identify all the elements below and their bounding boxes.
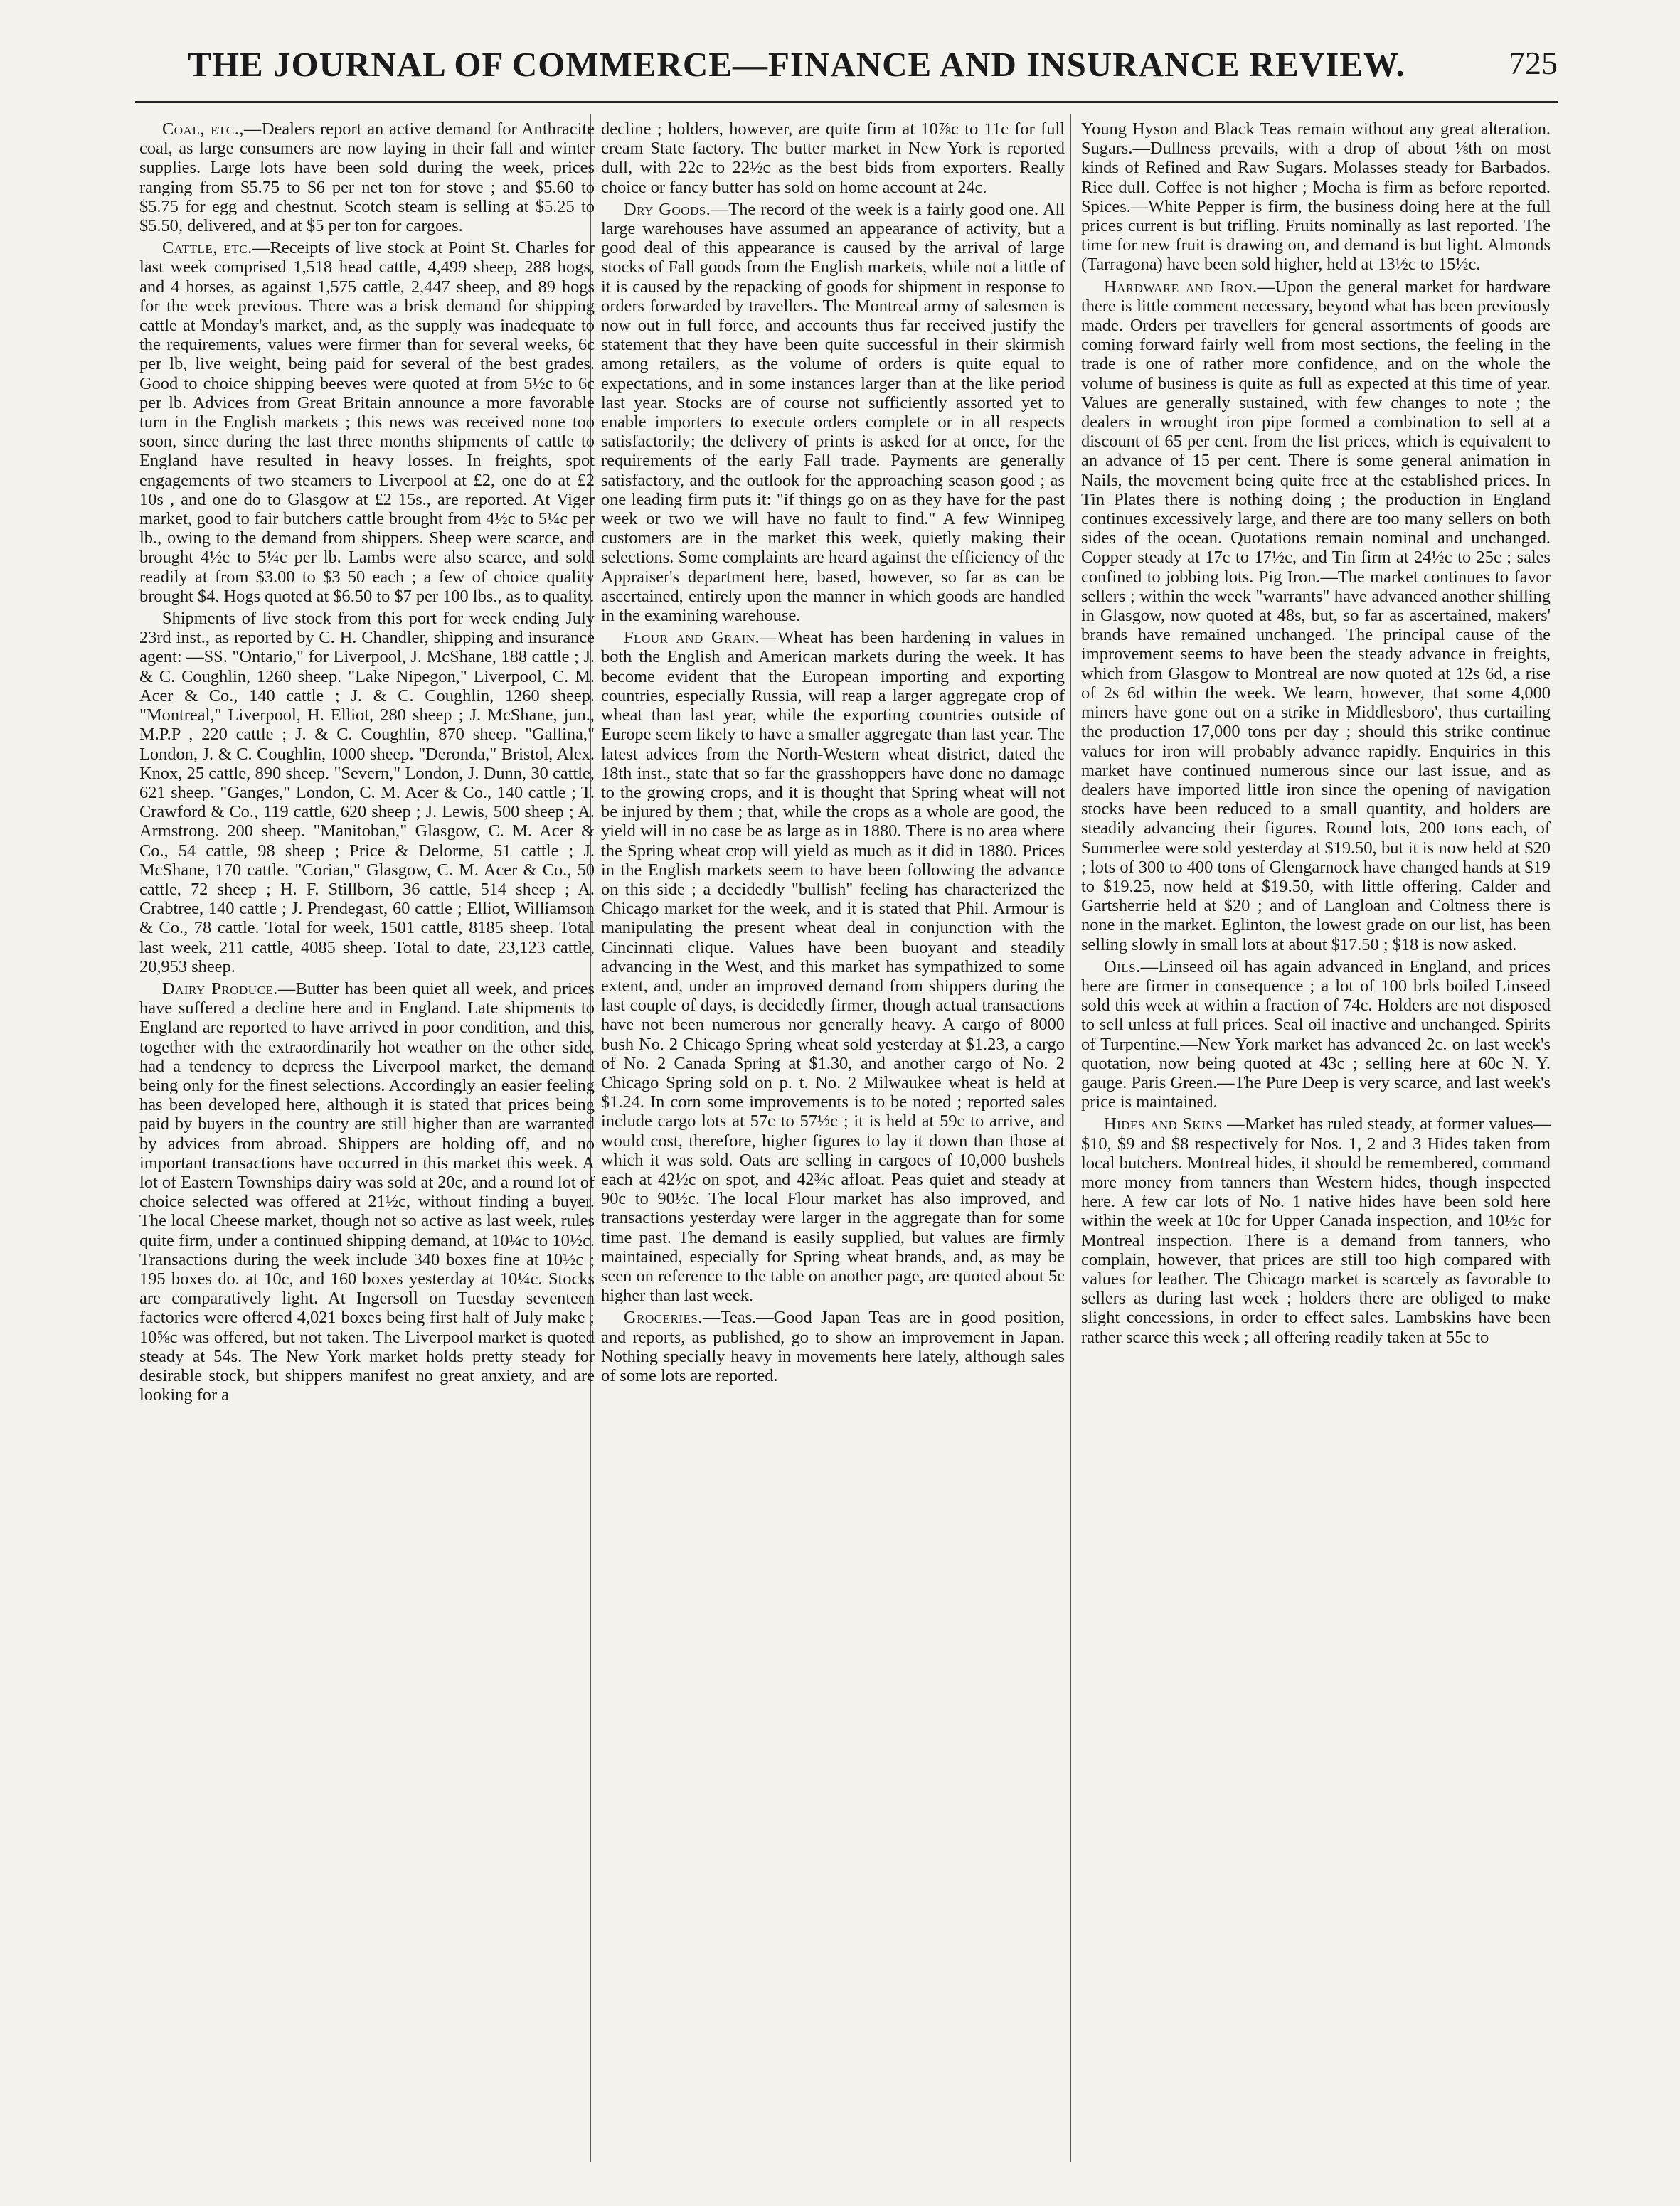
- article-paragraph: [1081, 119, 1551, 275]
- masthead: [135, 36, 1558, 100]
- column-rule: [1070, 114, 1071, 2162]
- article-paragraph: [139, 979, 595, 1405]
- paragraph-text: The record of the week is a fairly good one. All large warehouses have assumed an appearance of activity, but a good deal of this appearance is caused by the arrival of large stocks of Fall goods from the English markets, while not a little of it is caused by the repacking of goods for shipment in response to orders forwarded by travellers. The Montreal army of salesmen is now out in full force, and accounts thus far received justify the statement that they have been quite successful in their skirmish among retailers, as the volume of orders is quite equal to expectations, and in some instances larger than at the like period last year. Stocks are of course not sufficiently assorted yet to enable importers to execute orders complete or in all respects satisfactorily; the delivery of prints is asked for at once, for the requirements of the early Fall trade. Payments are generally satisfactory, and the outlook for the approaching season good ; as one leading firm puts it: "if things go on as they have for the past week or two we will have no fault to find." A few Winnipeg customers are in the market this week, quietly making their selections. Some complaints are heard against the efficiency of the Appraiser's department here, based, however, so far as can be ascertained, entirely upon the manner in which goods are handled in the examining warehouse.: [601, 199, 1065, 626]
- section-head: Cattle, etc.—: [162, 238, 270, 258]
- article-paragraph: [601, 119, 1065, 197]
- paragraph-text: decline ; holders, however, are quite firm at 10⅞c to 11c for full cream State factory. The butter market in New York is reported dull, with 22c to 22½c as the best bids from exporters. Really choice or fancy butter has sold on home account at 24c.: [601, 119, 1065, 197]
- section-head: Hardware and Iron.—: [1104, 277, 1275, 297]
- column-2: [601, 119, 1065, 1388]
- paragraph-text: Linseed oil has again advanced in England, and prices here are firmer in consequence ; a lot of 100 brls boiled Linseed sold this week at within a fraction of 74c. Holders are not disposed to sell unless at full prices. Seal oil inactive and unchanged. Spirits of Turpentine.—New York market has advanced 2c. on last week's quotation, now being quoted at 43c ; selling here at 60c N. Y. gauge. Paris Green.—The Pure Deep is very scarce, and last week's price is maintained.: [1081, 957, 1551, 1112]
- paragraph-text: Upon the general market for hardware there is little comment necessary, beyond what has been previously made. Orders per travellers for general assortments of goods are coming forward fairly well from most sections, the feeling in the trade is one of rather more confidence, and on the whole the volume of business is quite as full as expected at this time of year. Values are generally sustained, with few changes to note ; the dealers in wrought iron pipe formed a combination to sell at a discount of 65 per cent. from the list prices, which is equivalent to an advance of 15 per cent. There is some general animation in Nails, the movement being quite free at the established prices. In Tin Plates there is nothing doing ; the production in England continues excessively large, and there are too many sellers on both sides of the ocean. Quotations remain nominal and unchanged. Copper steady at 17c to 17½c, and Tin firm at 24½c to 25c ; sales confined to jobbing lots. Pig Iron.—The market continues to favor sellers ; within the week "warrants" have advanced another shilling in Glasgow, now quoted at 48s, but, so far as ascertained, makers' brands have remained unchanged. The principal cause of the improvement seems to have been the steady advance in freights, which from Glasgow to Montreal are now quoted at 12s 6d, a rise of 2s 6d within the week. We learn, however, that some 4,000 miners have gone out on a strike in Middlesboro', thus curtailing the production 17,000 tons per day ; should this strike continue values for iron will probably advance rapidly. Enquiries in this market have continued numerous since our last issue, and as dealers have imported little iron since the opening of navigation stocks have been reduced to a small quantity, and holders are steadily advancing their figures. Round lots, 200 tons each, of Summerlee were sold yesterday at $19.50, but it is now held at $20 ; lots of 300 to 400 tons of Glengarnock have changed hands at $19 to $19.25, now held at $19.50, with little offering. Calder and Gartsherrie held at $20 ; and of Langloan and Coltness there is none in the market. Eglinton, the lowest grade on our list, has been selling slowly in small lots at about $17.50 ; $18 is now asked.: [1081, 277, 1551, 954]
- article-paragraph: [1081, 1114, 1551, 1346]
- paragraph-text: Wheat has been hardening in values in both the English and American markets during the week. It has become evident that the European importing and exporting countries, especially Russia, will reap a larger aggregate crop of wheat than last year, while the exporting countries outside of Europe seem likely to have a smaller aggregate than last year. The latest advices from the North-Western wheat district, dated the 18th inst., state that so far the grasshoppers have done no damage to the growing crops, and it is thought that Spring wheat will not be injured by them ; that, while the crops as a whole are good, the yield will in no case be as large as in 1880. There is no area where the Spring wheat crop will yield as much as it did in 1880. Prices in the English markets seem to have been following the advance on this side ; a decidedly "bullish" feeling has characterized the Chicago market for the week, and it is stated that Phil. Armour is manipulating the present wheat deal in conjunction with the Cincinnati clique. Values have been buoyant and steadily advancing in the West, and this market has sympathized to some extent, and, under an improved demand from shippers during the last couple of days, is decidedly firmer, though actual transactions have not been numerous nor generally heavy. A cargo of 8000 bush No. 2 Chicago Spring wheat sold yesterday at $1.23, a cargo of No. 2 Canada Spring at $1.30, and another cargo of No. 2 Chicago Spring sold on p. t. No. 2 Milwaukee wheat is held at $1.24. In corn some improvements is to be noted ; reported sales include cargo lots at 57c to 57½c ; it is held at 59c to arrive, and would cost, therefore, higher figures to lay it down than those at which it was sold. Oats are selling in cargoes of 10,000 bushels each at 42½c on spot, and 42¾c afloat. Peas quiet and steady at 90c to 90½c. The local Flour market has also improved, and transactions yesterday were larger in the aggregate than for some time past. The demand is easily supplied, but values are firmly maintained, especially for Spring wheat brands, and, as may be seen on reference to the table on another page, are quoted about 5c higher than last week.: [601, 628, 1065, 1306]
- article-paragraph: [601, 628, 1065, 1305]
- paragraph-text: Teas.—Good Japan Teas are in good position, and reports, as published, go to show an improvement in Japan. Nothing specially heavy in movements here lately, although sales of some lots are reported.: [601, 1308, 1065, 1385]
- column-1: [139, 119, 595, 1407]
- paragraph-text: Shipments of live stock from this port for week ending July 23rd inst., as reported by C. H. Chandler, shipping and insurance agent: —SS. "Ontario," for Liverpool, J. McShane, 188 cattle ; J. & C. Coughlin, 1260 sheep. "Lake Nipegon," Liverpool, C. M. Acer & Co., 140 cattle ; J. & C. Coughlin, 1260 sheep. "Montreal," Liverpool, H. Elliot, 280 sheep ; J. McShane, jun., M.P.P , 220 cattle ; J. & C. Coughlin, 870 sheep. "Gallina," London, J. & C. Coughlin, 1000 sheep. "Deronda," Bristol, Alex. Knox, 25 cattle, 890 sheep. "Severn," London, J. Dunn, 30 cattle, 621 sheep. "Ganges," London, C. M. Acer & Co., 140 cattle ; T. Crawford & Co., 119 cattle, 620 sheep ; J. Lewis, 500 sheep ; A. Armstrong. 200 sheep. "Manitoban," Glasgow, C. M. Acer & Co., 54 cattle, 98 sheep ; Price & Delorme, 51 cattle ; J. McShane, 170 cattle. "Corian," Glasgow, C. M. Acer & Co., 50 cattle, 72 sheep ; H. F. Stillborn, 36 cattle, 514 sheep ; A. Crabtree, 140 cattle ; J. Prendegast, 60 cattle ; Elliot, Williamson & Co., 78 cattle. Total for week, 1501 cattle, 8185 sheep. Total last week, 211 cattle, 4085 sheep. Total to date, 23,123 cattle, 20,953 sheep.: [139, 609, 595, 976]
- section-head: Oils.—: [1104, 957, 1159, 976]
- article-paragraph: [601, 1308, 1065, 1385]
- section-head: Dairy Produce.—: [162, 979, 296, 998]
- column-3: [1081, 119, 1551, 1350]
- article-paragraph: [1081, 957, 1551, 1112]
- section-head: Hides and Skins —: [1104, 1114, 1245, 1134]
- journal-title: THE JOURNAL OF COMMERCE—FINANCE AND INSURANCE REVIEW.: [188, 45, 1405, 84]
- article-paragraph: [139, 119, 595, 235]
- article-paragraph: [139, 238, 595, 606]
- paragraph-text: Young Hyson and Black Teas remain without any great alteration. Sugars.—Dullness prevails, with a drop of about ⅛th on most kinds of Refined and Raw Sugars. Molasses steady for Barbados. Rice dull. Coffee is not higher ; Mocha is firm as before reported. Spices.—White Pepper is firm, the business doing here at the full prices current is but trifling. Fruits nominally as last reported. The time for new fruit is drawing on, and demand is but light. Almonds (Tarragona) have been sold higher, held at 13½c to 15½c.: [1081, 119, 1551, 275]
- article-paragraph: [139, 609, 595, 976]
- page-number: 725: [1509, 45, 1558, 81]
- article-paragraph: [601, 200, 1065, 625]
- paragraph-text: Receipts of live stock at Point St. Charles for last week comprised 1,518 head cattle, 4,499 sheep, 288 hogs, and 4 horses, as against 1,575 cattle, 2,447 sheep, and 89 hogs for the week previous. There was a brisk demand for shipping cattle at Monday's market, and, as the supply was inadequate to the requirements, values were firmer than for several weeks, 6c per lb, live weight, being paid for several of the best grades. Good to choice shipping beeves were quoted at from 5½c to 6c per lb. Advices from Great Britain announce a more favorable turn in the English markets ; this news was received none too soon, since during the last three months shipments of cattle to England have resulted in heavy losses. In freights, spot engagements of two steamers to Liverpool at £2, one do at £2 10s , and one do to Glasgow at £2 15s., are reported. At Viger market, good to fair butchers cattle brought from 4½c to 5¼c per lb., owing to the demand from shippers. Sheep were scarce, and brought 4½c to 5¼c per lb. Lambs were also scarce, and sold readily at from $3.00 to $3 50 each ; a few of choice quality brought $4. Hogs quoted at $6.50 to $7 per 100 lbs., as to quality.: [139, 238, 595, 606]
- paragraph-text: Market has ruled steady, at former values—$10, $9 and $8 respectively for Nos. 1, 2 and 3 Hides taken from local butchers. Montreal hides, it should be remembered, command more money from tanners than Western hides, though inspected here. A few car lots of No. 1 native hides have been sold here within the week at 10c for Upper Canada inspection, and 10½c for Montreal inspection. There is a demand from tanners, who complain, however, that prices are still too high compared with values for leather. The Chicago market is scarcely as favorable to sellers as during last week ; holders there are obliged to make slight concessions, in order to effect sales. Lambskins have been rather scarce this week ; all offering readily taken at 55c to: [1081, 1114, 1551, 1347]
- paragraph-text: Dealers report an active demand for Anthracite coal, as large consumers are now laying in their fall and winter supplies. Large lots have been sold during the week, prices ranging from $5.75 to $6 per net ton for stove ; and $5.60 to $5.75 for egg and chestnut. Scotch steam is selling at $5.25 to $5.50, delivered, and at $5 per ton for cargoes.: [139, 119, 595, 236]
- masthead-rule: [135, 101, 1558, 103]
- paragraph-text: Butter has been quiet all week, and prices have suffered a decline here and in England. Late shipments to England are reported to have arrived in poor condition, and this, together with the extraordinarily hot weather on the other side, had a tendency to depress the Liverpool market, the demand being only for the finest selections. Accordingly an easier feeling has been developed here, although it is stated that prices being paid by buyers in the country are still higher than are warranted by advices from abroad. Shippers are holding off, and no important transactions have occurred in this market this week. A lot of Eastern Townships dairy was sold at 20c, and a round lot of choice selected was offered at 21½c, without finding a buyer. The local Cheese market, though not so active as last week, rules quite firm, under a continued shipping demand, at 10¼c to 10½c. Transactions during the week include 340 boxes fine at 10½c ; 195 boxes do. at 10c, and 160 boxes yesterday at 10¼c. Stocks are comparatively light. At Ingersoll on Tuesday seventeen factories were offered 4,021 boxes being first half of July make ; 10⅝c was offered, but not taken. The Liverpool market is quoted steady at 54s. The New York market holds pretty steady for desirable stock, but shippers manifest no great anxiety, and are looking for a: [139, 979, 595, 1405]
- article-paragraph: [1081, 277, 1551, 954]
- section-head: Flour and Grain.—: [624, 628, 778, 648]
- section-head: Dry Goods.—: [624, 199, 729, 219]
- section-head: Groceries.—: [624, 1308, 721, 1328]
- section-head: Coal, etc.,—: [162, 119, 262, 139]
